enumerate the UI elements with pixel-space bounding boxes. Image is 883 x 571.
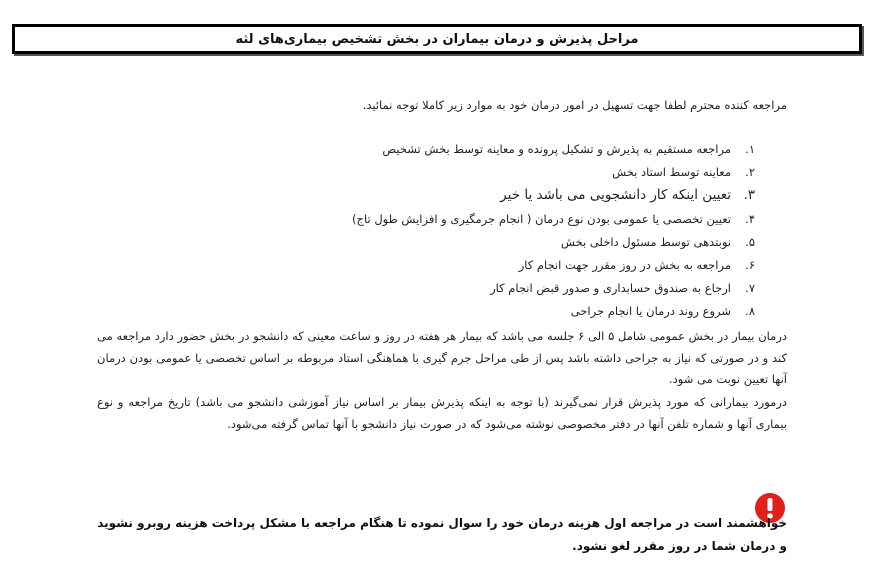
list-item: ۳. تعیین اینکه کار دانشجویی می باشد یا خیر (500, 187, 755, 204)
cost-warning: خواهشمند است در مراجعه اول هزینه درمان خود را سوال نموده تا هنگام مراجعه با مشکل پرداخت هزینه روبرو نشوید و درمان شما در روز مقرر لغو نشود. (97, 516, 787, 553)
paragraph-treatment: درمان بیمار در بخش عمومی شامل ۵ الی ۶ جلسه می باشد که بیمار هر هفته در روز و ساعت معینی که دانشجو در بخش حضور دارد مراجعه می کند و در صورتی که نیاز به جراحی داشته باشد پس از طی مراحل جرم گیری با هماهنگی استاد مربوطه بر اساس تخصصی یا عمومی بودن درمان آنها تعیین نوبت می شود. (97, 329, 787, 386)
list-item: ۶. مراجعه به بخش در روز مقرر جهت انجام کار (518, 257, 755, 272)
paragraph-rejected-patients: درمورد بیمارانی که مورد پذیرش قرار نمی‌گیرند (با توجه به اینکه پذیرش بیمار بر اساس نیاز آموزشی دانشجو می باشد) تاریخ مراجعه و نوع بیماری آنها و شماره تلفن آنها در دفتر مخصوصی نوشته می‌شود که در صورت نیاز دانشجو با آنها تماس گرفته می‌شود. (97, 395, 787, 431)
list-item: ۲. معاینه توسط استاد بخش (612, 165, 755, 180)
page-title-box (12, 24, 862, 54)
list-item: ۸. شروع روند درمان یا انجام جراحی (570, 304, 755, 319)
list-item: ۴. تعیین تخصصی یا عمومی بودن نوع درمان ( انجام جرمگیری و افزایش طول تاج) (352, 211, 755, 226)
steps-list (255, 138, 755, 324)
list-item: ۷. ارجاع به صندوق حسابداری و صدور قبض انجام کار (490, 281, 755, 296)
intro-text: مراجعه کننده محترم لطفا جهت تسهیل در امور درمان خود به موارد زیر کاملا توجه نمائید. (362, 98, 787, 112)
list-item: ۵. نوبتدهی توسط مسئول داخلی بخش (560, 234, 755, 249)
page-title: مراحل پذیرش و درمان بیماران در بخش تشخیص بیماری‌های لثه (235, 31, 639, 47)
list-item: ۱. مراجعه مستقیم به پذیرش و تشکیل پرونده و معاینه توسط بخش تشخیص (382, 142, 755, 156)
